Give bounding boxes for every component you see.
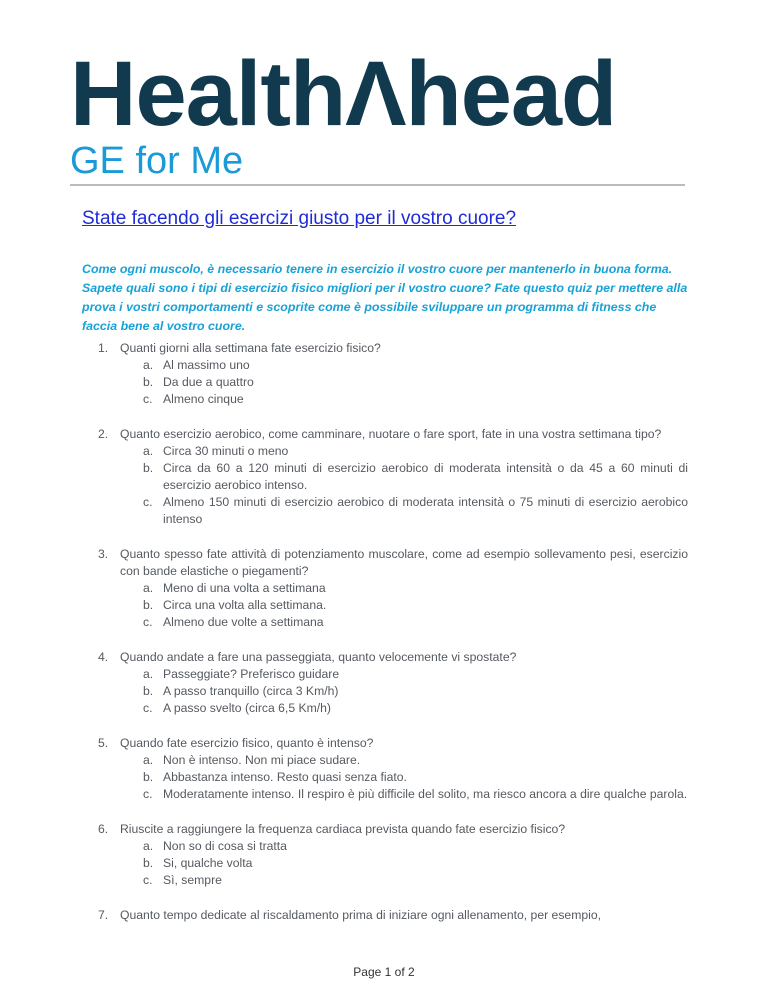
option-letter: a. <box>143 581 154 595</box>
question-item <box>98 426 688 528</box>
option-letter: b. <box>143 375 154 389</box>
question-number: 6. <box>98 822 109 836</box>
option-letter: a. <box>143 753 154 767</box>
question-text: Quando fate esercizio fisico, quanto è intenso? <box>120 736 374 750</box>
question-row <box>98 340 688 357</box>
question-row <box>98 649 688 666</box>
option-letter: c. <box>143 873 153 887</box>
answer-option <box>143 700 688 717</box>
option-letter: c. <box>143 787 153 801</box>
option-text: Sì, sempre <box>163 873 222 887</box>
option-letter: c. <box>143 495 153 509</box>
option-text: Circa una volta alla settimana. <box>163 598 327 612</box>
answer-option <box>143 494 688 528</box>
option-letter: a. <box>143 358 154 372</box>
question-number: 5. <box>98 736 109 750</box>
question-number: 7. <box>98 908 109 922</box>
question-item <box>98 907 688 924</box>
option-text: Abbastanza intenso. Resto quasi senza fiato. <box>163 770 407 784</box>
option-letter: c. <box>143 701 153 715</box>
question-number: 2. <box>98 427 109 441</box>
answer-option <box>143 769 688 786</box>
page-title[interactable]: State facendo gli esercizi giusto per il vostro cuore? <box>82 208 517 229</box>
question-row <box>98 735 688 752</box>
answer-option <box>143 666 688 683</box>
question-row <box>98 821 688 838</box>
question-item <box>98 649 688 717</box>
question-text: Quanto spesso fate attività di potenziamento muscolare, come ad esempio sollevamento pesi, esercizio con bande elastiche o piegamenti? <box>120 547 688 578</box>
option-text: Almeno cinque <box>163 392 244 406</box>
option-text: Non so di cosa si tratta <box>163 839 287 853</box>
option-text: Circa 30 minuti o meno <box>163 444 289 458</box>
option-letter: c. <box>143 615 153 629</box>
answer-option <box>143 752 688 769</box>
logo-subtitle: GE for Me <box>70 140 244 182</box>
option-text: Passeggiate? Preferisco guidare <box>163 667 340 681</box>
answer-option <box>143 683 688 700</box>
answer-option <box>143 443 688 460</box>
question-text: Quanto tempo dedicate al riscaldamento prima di iniziare ogni allenamento, per esempio, <box>120 908 601 922</box>
answer-option <box>143 855 688 872</box>
option-text: Almeno due volte a settimana <box>163 615 324 629</box>
option-text: Si, qualche volta <box>163 856 253 870</box>
option-text: Non è intenso. Non mi piace sudare. <box>163 753 361 767</box>
answer-option <box>143 786 688 803</box>
question-number: 1. <box>98 341 109 355</box>
option-letter: a. <box>143 667 154 681</box>
option-letter: b. <box>143 461 154 475</box>
answer-option <box>143 597 688 614</box>
question-row <box>98 907 688 924</box>
page-number: Page 1 of 2 <box>353 965 415 979</box>
answer-option <box>143 460 688 494</box>
answer-option <box>143 391 688 408</box>
option-text: Circa da 60 a 120 minuti di esercizio aerobico di moderata intensità o da 45 a 60 minuti di esercizio aerobico intenso. <box>163 461 688 492</box>
question-number: 3. <box>98 547 109 561</box>
intro-paragraph: Come ogni muscolo, è necessario tenere in esercizio il vostro cuore per mantenerlo in buona forma. Sapete quali sono i tipi di esercizio fisico migliori per il vostro cuore? Fate questo quiz per mettere alla prova i vostri comportamenti e scoprite come è possibile sviluppare un programma di fitness che faccia bene al vostro cuore. <box>82 262 688 333</box>
answer-option <box>143 872 688 889</box>
option-text: Moderatamente intenso. Il respiro è più difficile del solito, ma riesco ancora a dire qualche parola. <box>163 787 688 801</box>
answer-option <box>143 580 688 597</box>
option-letter: a. <box>143 444 154 458</box>
option-letter: b. <box>143 770 154 784</box>
question-row <box>98 546 688 580</box>
question-text: Riuscite a raggiungere la frequenza cardiaca prevista quando fate esercizio fisico? <box>120 822 566 836</box>
question-number: 4. <box>98 650 109 664</box>
option-text: Meno di una volta a settimana <box>163 581 326 595</box>
option-text: Da due a quattro <box>163 375 254 389</box>
question-text: Quanti giorni alla settimana fate esercizio fisico? <box>120 341 381 355</box>
question-row <box>98 426 688 443</box>
option-text: A passo tranquillo (circa 3 Km/h) <box>163 684 339 698</box>
answer-option <box>143 374 688 391</box>
option-letter: c. <box>143 392 153 406</box>
option-letter: b. <box>143 856 154 870</box>
question-item <box>98 735 688 803</box>
question-item <box>98 340 688 408</box>
answer-option <box>143 357 688 374</box>
question-text: Quando andate a fare una passeggiata, quanto velocemente vi spostate? <box>120 650 517 664</box>
question-item <box>98 546 688 631</box>
question-text: Quanto esercizio aerobico, come camminare, nuotare o fare sport, fate in una vostra settimana tipo? <box>120 427 662 441</box>
question-item <box>98 821 688 889</box>
option-text: A passo svelto (circa 6,5 Km/h) <box>163 701 331 715</box>
question-list <box>98 340 688 942</box>
answer-option <box>143 838 688 855</box>
header-divider <box>70 184 685 186</box>
option-text: Almeno 150 minuti di esercizio aerobico di moderata intensità o 75 minuti di esercizio aerobico intenso <box>163 495 688 526</box>
option-letter: b. <box>143 684 154 698</box>
answer-option <box>143 614 688 631</box>
option-letter: b. <box>143 598 154 612</box>
option-text: Al massimo uno <box>163 358 250 372</box>
healthahead-logo: HealthΛhead <box>70 43 617 145</box>
option-letter: a. <box>143 839 154 853</box>
